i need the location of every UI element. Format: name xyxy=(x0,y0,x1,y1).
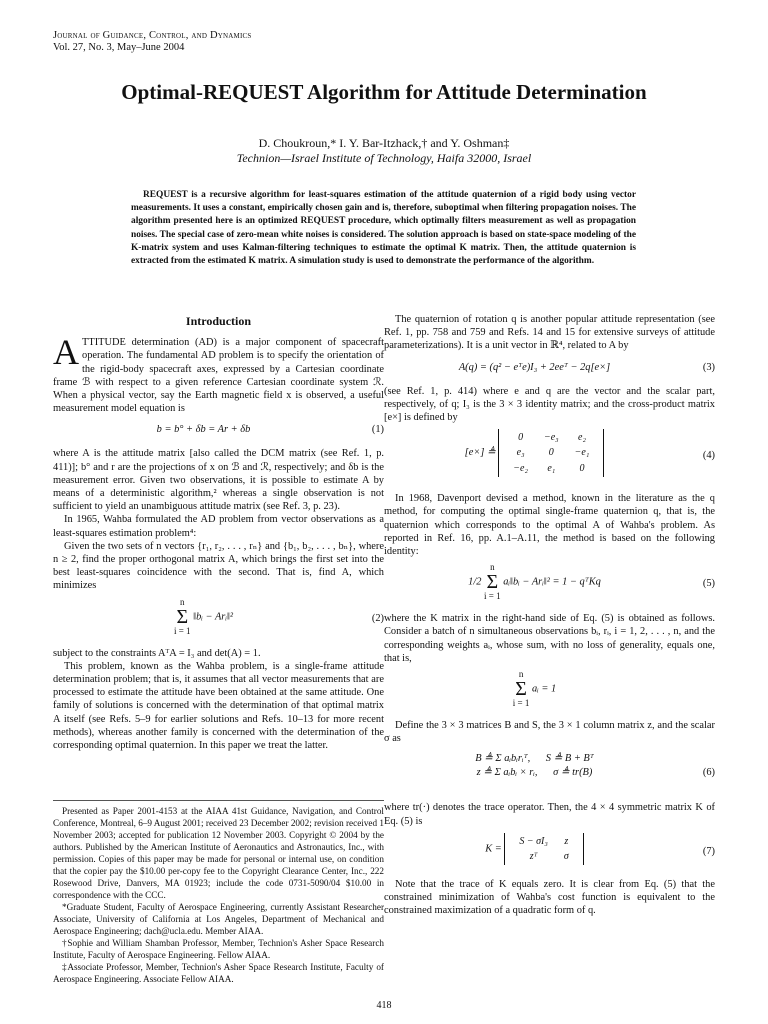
footnotes xyxy=(53,800,384,985)
equation-2: n Σ i = 1 ‖bᵢ − Arᵢ‖² (2) xyxy=(173,596,384,636)
equation-7: K = S − σI₃ z zᵀ σ (7) xyxy=(384,833,715,873)
paragraph: The quaternion of rotation q is another popular attitude representation (see Ref. 1, pp. 758 and 759 and Refs. 14 and 15 for extensive surveys of attitude parameterizations). It is a unit vector in ℝ⁴, related to A by xyxy=(384,314,715,352)
k-matrix: S − σI₃ z zᵀ σ xyxy=(504,833,583,865)
drop-cap: A xyxy=(53,332,79,373)
equation-1: b = b° + δb = Ar + δb (1) xyxy=(156,424,384,436)
paragraph: Given the two sets of n vectors {r₁, r₂, . . . , rₙ} and {b₁, b₂, . . . , bₙ}, where n ≥ 2, find the proper orthogonal matrix A, which brings the first set into the best least-squares coincidence with the second. That is, find A, which minimizes xyxy=(53,540,384,592)
footnote: Presented as Paper 2001-4153 at the AIAA 41st Guidance, Navigation, and Control Conference, Montreal, 6–9 August 2001; received 23 December 2002; revision received 1 November 2003; accepted for publication 12 November 2003. Copyright © 2004 by the authors. Published by the American Institute of Aeronautics and Astronautics, Inc., with permission. Copies of this paper may be made for personal or internal use, on condition that the copier pay the $10.00 per-copy fee to the Copyright Clearance Center, Inc., 222 Rosewood Drive, Danvers, MA 01923; include the code 0731-5090/04 $10.00 in correspondence with the CCC. xyxy=(53,806,384,900)
paragraph: where tr(·) denotes the trace operator. Then, the 4 × 4 symmetric matrix K of Eq. (5) is xyxy=(384,802,715,827)
footnote: ‡Associate Professor, Member, Technion's Asher Space Research Institute, Faculty of Aerospace Engineering. Associate Fellow AIAA. xyxy=(53,962,384,984)
summation-symbol: n Σ i = 1 xyxy=(173,596,191,636)
right-column xyxy=(384,313,715,917)
abstract: REQUEST is a recursive algorithm for least-squares estimation of the attitude quaternion of a rigid body using vector measurements. It uses a constant, empirically chosen gain and is, therefore, suboptimal when filtering propagation noises. The algorithm presented here is an optimized REQUEST procedure, which optimally filters measurement as well as propagation noises. The special case of zero-mean white noises is considered. The solution approach is based on state-space modeling of the K-matrix system and uses Kalman-filtering techniques to estimate the optimal K matrix. Then, the attitude quaternion is extracted from the estimated K matrix. A simulation study is used to demonstrate the performance of the algorithm. xyxy=(131,190,636,267)
left-column xyxy=(53,313,384,752)
paragraph: where A is the attitude matrix [also called the DCM matrix (see Ref. 1, p. 411)]; b° and r are the projections of x on ℬ and ℛ, respectively; and δb is the measurement error. Given two observations, it is possible to estimate A by means of a deterministic algorithm,² whereas a single observation is not sufficient to yield an unambiguous attitude matrix (see Ref. 3, p. 23). xyxy=(53,448,384,513)
paragraph: Define the 3 × 3 matrices B and S, the 3 × 1 column matrix z, and the scalar σ as xyxy=(384,720,715,745)
paragraph: In 1965, Wahba formulated the AD problem from vector observations as a least-squares estimation problem⁴: xyxy=(53,514,384,539)
journal-name: Journal of Guidance, Control, and Dynamics xyxy=(53,30,252,41)
footnote: †Sophie and William Shamban Professor, Member, Technion's Asher Space Research Institute, Faculty of Aerospace Engineering. Fellow AIAA. xyxy=(53,938,384,960)
paragraph: where the K matrix in the right-hand side of Eq. (5) is obtained as follows. Consider a batch of n simultaneous observations bᵢ, rᵢ, i = 1, 2, . . . , n, and the corresponding weights aᵢ, whose sum, with no loss of generality, equals one, that is, xyxy=(384,613,715,664)
summation-symbol: n Σ i = 1 xyxy=(512,669,530,709)
equation-3: A(q) = (q² − eᵀe)I₃ + 2eeᵀ − 2q[e×] (3) xyxy=(458,361,715,373)
journal-volume: Vol. 27, No. 3, May–June 2004 xyxy=(53,42,185,53)
footnote: *Graduate Student, Faculty of Aerospace Engineering, currently Assistant Researcher Associate, University of California at Los Angeles, Department of Mechanical and Aerospace Engineering; dach@ucla.edu. Member AIAA. xyxy=(53,902,384,936)
paragraph: This problem, known as the Wahba problem, is a single-frame attitude determination problem; that is, it assumes that all vector measurements that are processed to estimate the attitude have been obtained at the same attitude. One family of solutions is concerned with the determination of that optimal matrix A itself (see Refs. 5–9 for earlier solutions and Refs. 10–13 for more recent methods), whereas another family is concerned with the determination of the corresponding optimal quaternion. In this paper we treat the latter. xyxy=(53,660,384,752)
summation-symbol: n Σ i = 1 xyxy=(484,562,501,602)
equation-weights: n Σ i = 1 aᵢ = 1 xyxy=(512,669,557,709)
page-number: 418 xyxy=(376,1000,392,1011)
equation-6: B ≜ Σ aᵢbᵢrᵢᵀ, S ≜ B + Bᵀ z ≜ Σ aᵢbᵢ × rᵢ, σ ≜ tr(B) (6) xyxy=(475,753,715,779)
author-list: D. Choukroun,* I. Y. Bar-Itzhack,† and Y. Oshman‡ xyxy=(258,136,510,150)
paragraph: subject to the constraints AᵀA = I₃ and det(A) = 1. xyxy=(53,647,261,659)
paragraph: (see Ref. 1, p. 414) where e and q are the vector and the scalar part, respectively, of q; I₃ is the 3 × 3 identity matrix; and the cross-product matrix [e×] is defined by xyxy=(384,385,715,424)
journal-header xyxy=(53,30,251,54)
equation-5: 1/2 n Σ i = 1 aᵢ‖bᵢ − Arᵢ‖² = 1 − qᵀKq (5) xyxy=(468,562,715,602)
equation-4: [e×] ≜ 0 −e₃ e₂ e₃ 0 −e₁ −e₂ e₁ 0 (4) xyxy=(384,429,715,487)
affiliation: Technion—Israel Institute of Technology, Haifa 32000, Israel xyxy=(236,151,532,165)
paper-title: Optimal-REQUEST Algorithm for Attitude Determination xyxy=(121,80,647,104)
paragraph: Note that the trace of K equals zero. It is clear from Eq. (5) that the constrained minimization of Wahba's cost function is equivalent to the constrained maximization of a quadratic form of q. xyxy=(384,878,715,917)
intro-paragraph: ATTITUDE determination (AD) is a major component of spacecraft operation. The fundamental AD problem is to specify the orientation of the rigid-body spacecraft axes, expressed by a Cartesian coordinate frame ℬ with respect to a given reference Cartesian coordinate system ℛ. When a physical vector, say the Earth magnetic field x is observed, a useful measurement model equation is xyxy=(53,332,384,415)
cross-product-matrix: 0 −e₃ e₂ e₃ 0 −e₁ −e₂ e₁ 0 xyxy=(498,429,604,477)
author-block xyxy=(0,136,768,166)
paragraph: In 1968, Davenport devised a method, known in the literature as the q method, for computing the optimal single-frame quaternion q, that is, the quaternion which corresponds to the optimal A of Wahba's problem. As reported in Ref. 16, pp. A.1–A.11, the method is based on the following identity: xyxy=(384,493,715,558)
section-heading: Introduction xyxy=(185,314,252,328)
